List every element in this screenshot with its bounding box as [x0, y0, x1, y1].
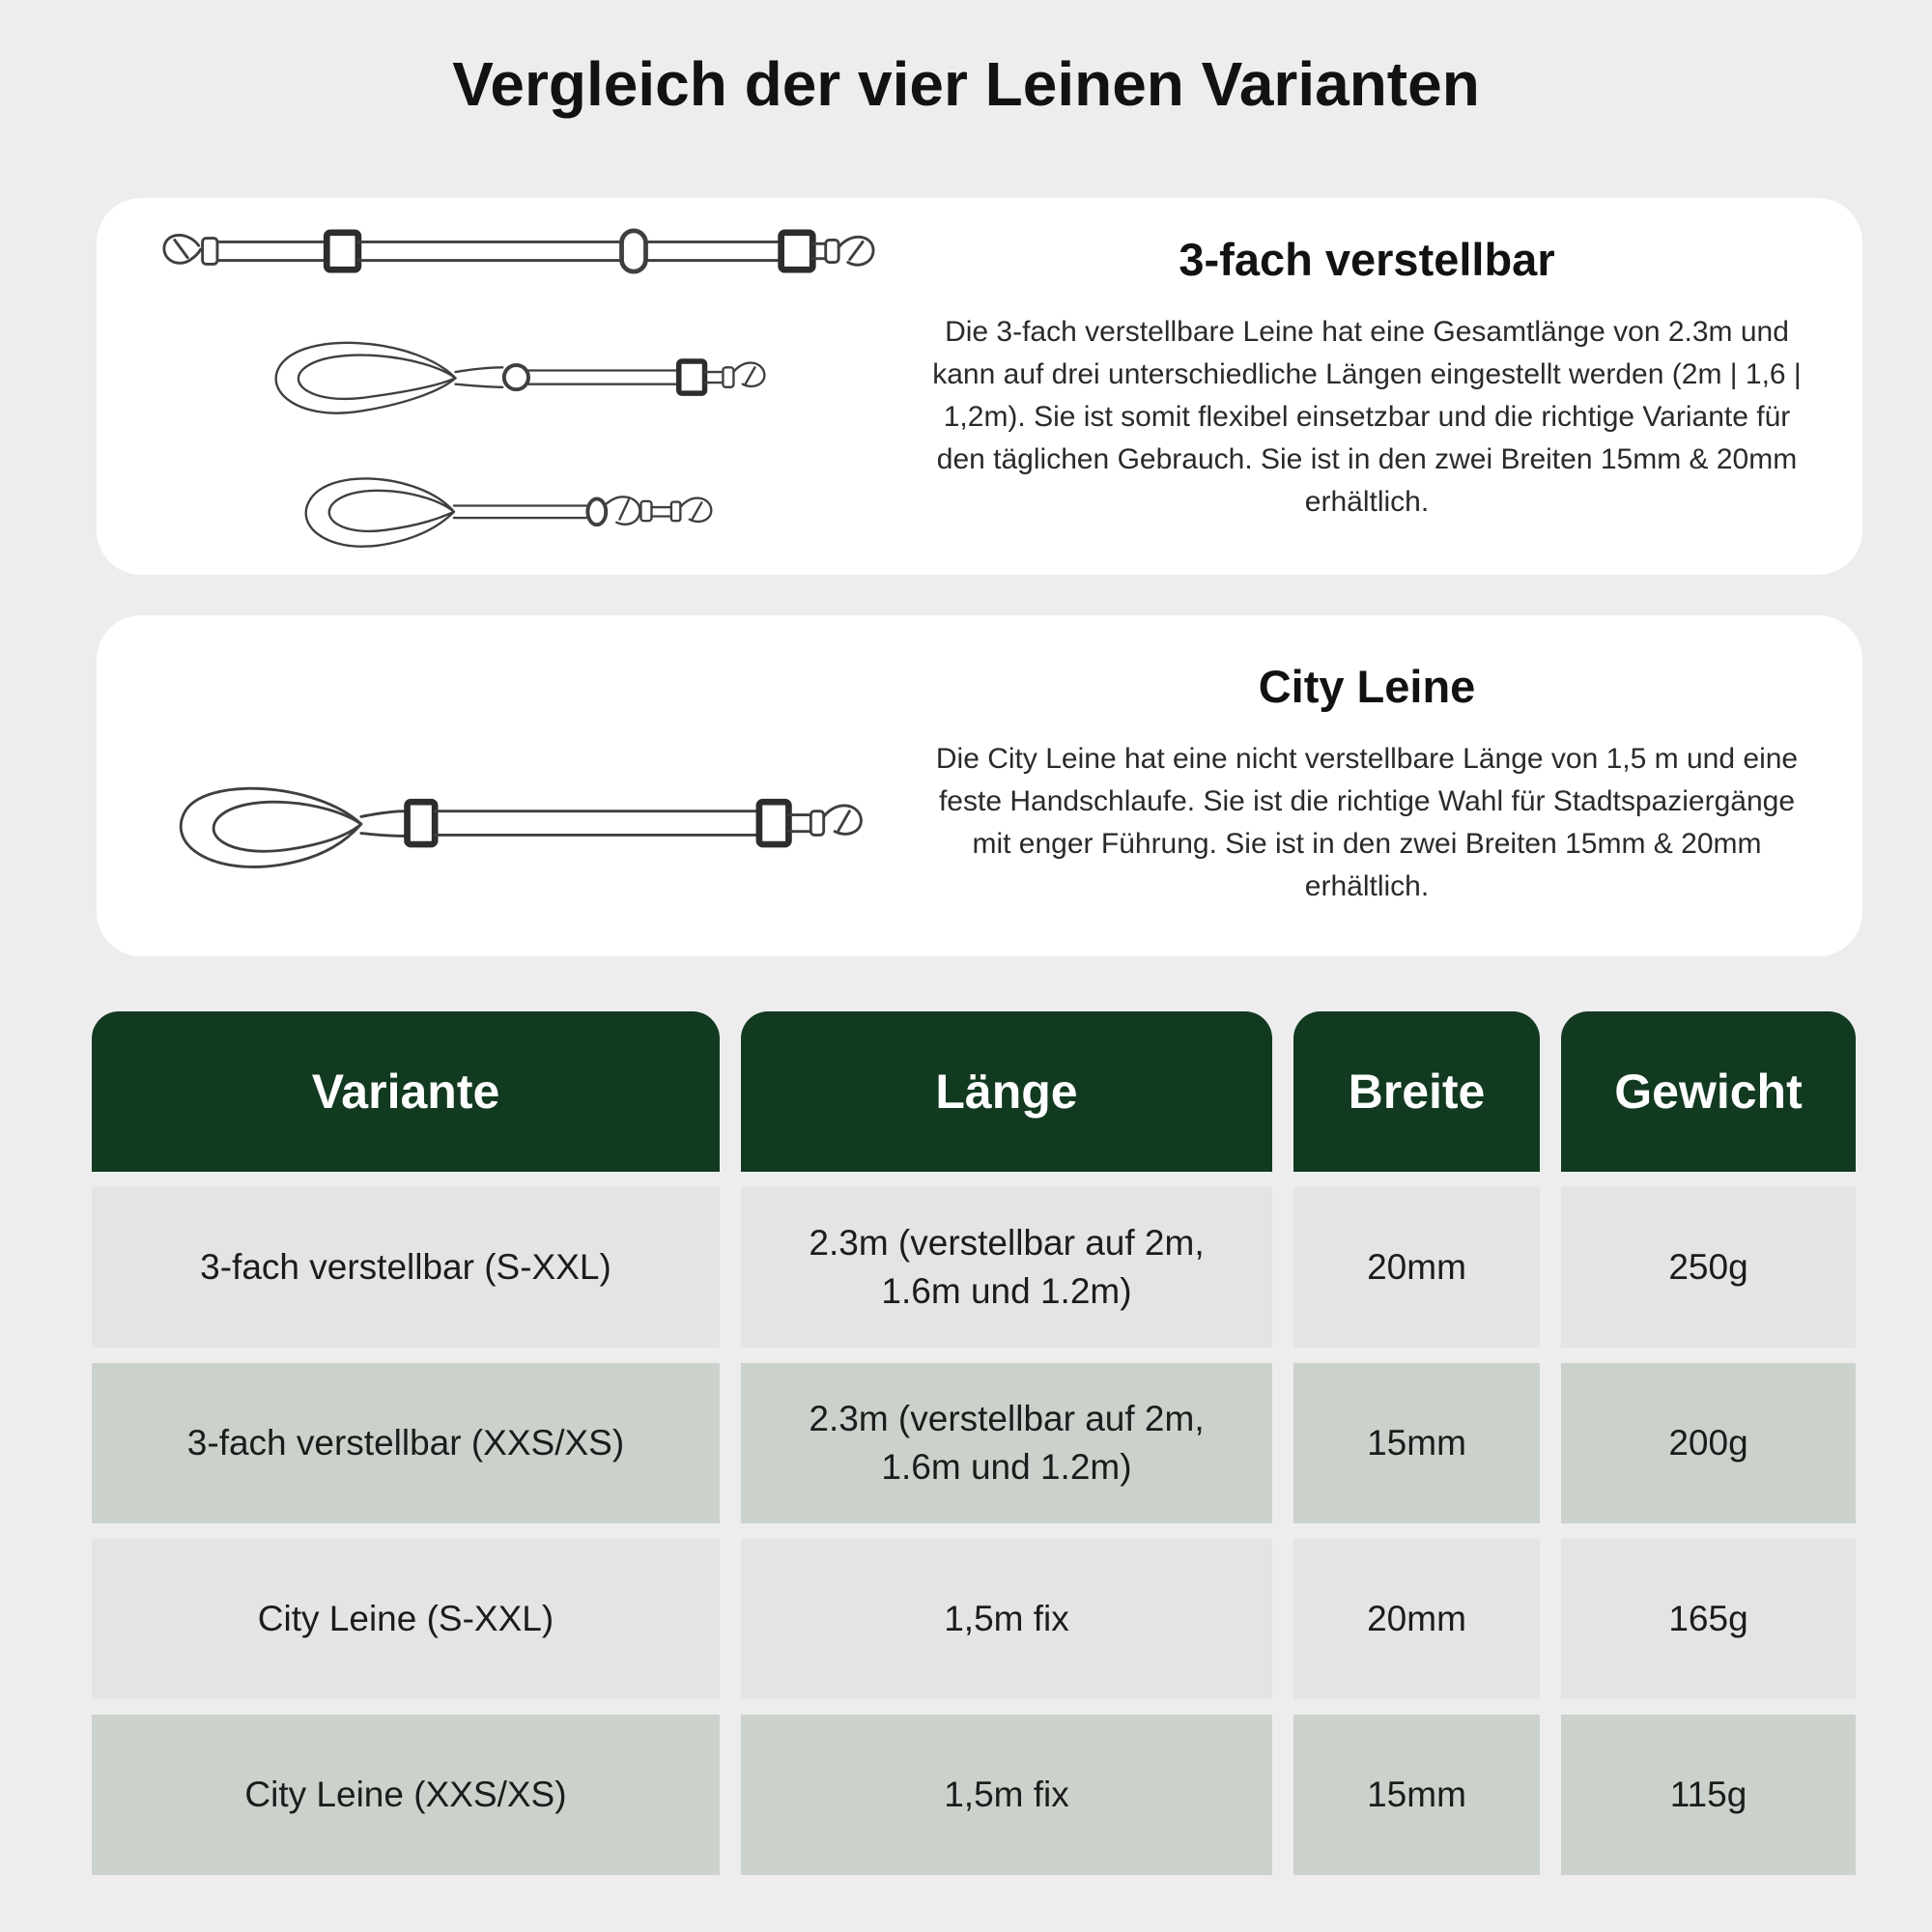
card-heading-adjustable: 3-fach verstellbar	[1179, 234, 1555, 285]
column-header-breite: Breite	[1293, 1011, 1540, 1172]
adjustable-leash-short-drawing	[238, 454, 798, 568]
adjustable-leash-illustrations	[131, 198, 904, 575]
cell-breite: 20mm	[1293, 1539, 1540, 1699]
cell-variante: City Leine (S-XXL)	[92, 1539, 720, 1699]
cell-variante: City Leine (XXS/XS)	[92, 1715, 720, 1875]
cell-breite: 20mm	[1293, 1187, 1540, 1348]
city-leash-illustration	[131, 615, 904, 995]
cell-laenge: 1,5m fix	[741, 1539, 1272, 1699]
cell-laenge	[741, 1363, 1272, 1523]
cell-laenge: 1,5m fix	[741, 1715, 1272, 1875]
comparison-table	[92, 1011, 1856, 1875]
cell-laenge-text: 2.3m (verstellbar auf 2m, 1.6m und 1.2m)	[809, 1223, 1205, 1311]
cell-variante: 3-fach verstellbar (XXS/XS)	[92, 1363, 720, 1523]
card-body-city: Die City Leine hat eine nicht verstellbare Länge von 1,5 m und eine feste Handschlaufe. Sie ist die richtige Wahl für Stadtspaziergänge mit enger Führung. Sie ist in den zwei Breiten 15mm & 20mm erhältlich.	[935, 743, 1799, 903]
card-heading-city: City Leine	[1258, 661, 1476, 712]
cell-gewicht: 250g	[1561, 1187, 1856, 1348]
variant-card-city	[97, 615, 1862, 956]
cell-gewicht: 115g	[1561, 1715, 1856, 1875]
city-card-text	[927, 660, 1806, 908]
cell-variante: 3-fach verstellbar (S-XXL)	[92, 1187, 720, 1348]
column-header-gewicht: Gewicht	[1561, 1011, 1856, 1172]
column-header-laenge: Länge	[741, 1011, 1272, 1172]
page-title: Vergleich der vier Leinen Varianten	[452, 49, 1480, 119]
adjustable-card-text	[927, 233, 1806, 524]
cell-breite: 15mm	[1293, 1363, 1540, 1523]
cell-breite: 15mm	[1293, 1715, 1540, 1875]
column-header-variante: Variante	[92, 1011, 720, 1172]
cell-gewicht: 165g	[1561, 1539, 1856, 1699]
cell-laenge-text: 2.3m (verstellbar auf 2m, 1.6m und 1.2m)	[809, 1399, 1205, 1487]
cell-gewicht: 200g	[1561, 1363, 1856, 1523]
variant-card-adjustable	[97, 198, 1862, 575]
adjustable-leash-medium-drawing	[185, 319, 851, 433]
card-body-adjustable: Die 3-fach verstellbare Leine hat eine Gesamtlänge von 2.3m und kann auf drei unterschiedliche Längen eingestellt werden (2m | 1,6 | 1,2m). Sie ist somit flexibel einsetzbar und die richtige Variante für den täglichen Gebrauch. Sie ist in den zwei Breiten 15mm & 20mm erhältlich.	[932, 316, 1802, 519]
city-leash-drawing	[156, 765, 880, 885]
cell-laenge	[741, 1187, 1272, 1348]
adjustable-leash-full-drawing	[146, 205, 890, 298]
